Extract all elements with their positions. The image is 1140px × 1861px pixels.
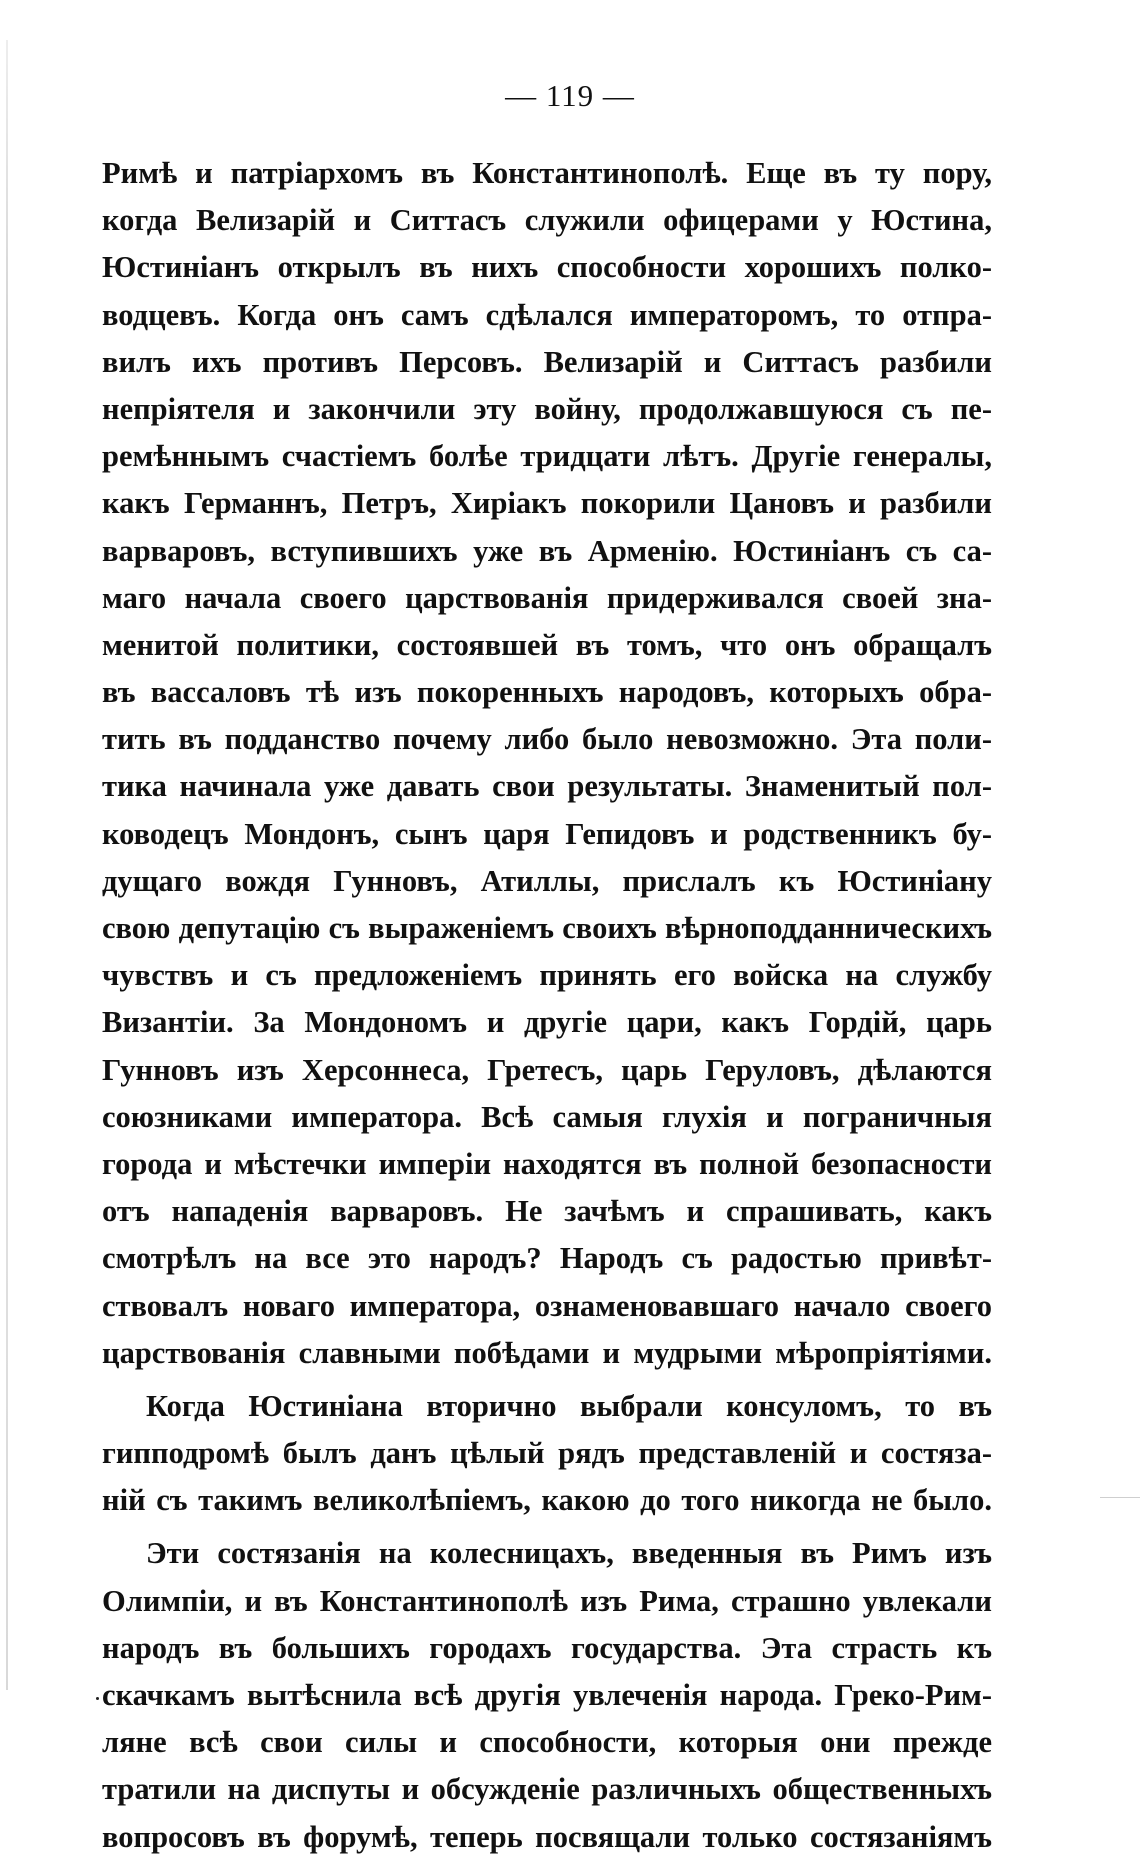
body-text xyxy=(102,150,992,1861)
text-line: варваровъ, вступившихъ уже въ Арменію. Юстиніанъ съ са- xyxy=(102,533,992,568)
text-line: маго начала своего царствованія придерживался своей зна- xyxy=(102,580,992,615)
paragraph xyxy=(102,1383,992,1525)
text-line: ствовалъ новаго императора, ознаменовавшаго начало своего xyxy=(102,1288,992,1323)
text-line: гипподромѣ былъ данъ цѣлый рядъ представленій и состяза- xyxy=(102,1436,992,1471)
text-line: менитой политики, состоявшей въ томъ, что онъ обращалъ xyxy=(102,627,992,662)
text-line: когда Велизарій и Ситтасъ служили офицерами у Юстина, xyxy=(102,203,992,238)
text-line: Олимпіи, и въ Константинополѣ изъ Рима, страшно увлекали xyxy=(102,1583,992,1618)
text-line: скачкамъ вытѣснила всѣ другія увлеченія народа. Греко-Рим- xyxy=(102,1678,992,1712)
text-line: свою депутацію съ выраженіемъ своихъ вѣрноподданническихъ xyxy=(102,911,992,945)
text-line: какъ Германнъ, Петръ, Хиріакъ покорили Цановъ и разбили xyxy=(102,486,992,521)
text-line: дущаго вождя Гунновъ, Атиллы, прислалъ къ Юстиніану xyxy=(102,863,992,898)
text-line: Римѣ и патріархомъ въ Константинополѣ. Еще въ ту пору, xyxy=(102,156,992,190)
text-line: Гунновъ изъ Херсоннеса, Гретесъ, царь Геруловъ, дѣлаются xyxy=(102,1052,992,1087)
text-line: чувствъ и съ предложеніемъ принять его войска на службу xyxy=(102,958,992,993)
text-line: ководецъ Мондонъ, сынъ царя Гепидовъ и родственникъ бу- xyxy=(102,816,992,851)
paragraph xyxy=(102,1530,992,1860)
text-line: ній съ такимъ великолѣпіемъ, какою до того никогда не было. xyxy=(102,1483,992,1518)
text-line: Эти состязанія на колесницахъ, введенныя въ Римъ изъ xyxy=(146,1536,992,1571)
text-line: вопросовъ въ форумѣ, теперь посвящали только состязаніямъ xyxy=(102,1819,992,1854)
text-line: народъ въ большихъ городахъ государства. Эта страсть къ xyxy=(102,1630,992,1665)
text-line: непріятеля и закончили эту войну, продолжавшуюся съ пе- xyxy=(102,391,992,426)
margin-speck xyxy=(96,1697,99,1700)
text-line: царствованія славными побѣдами и мудрыми мѣропріятіями. xyxy=(102,1335,992,1370)
text-line: тить въ подданство почему либо было невозможно. Эта поли- xyxy=(102,722,992,757)
paragraph xyxy=(102,150,992,1377)
margin-rule xyxy=(1100,1497,1140,1498)
text-line: смотрѣлъ на все это народъ? Народъ съ радостью привѣт- xyxy=(102,1241,992,1276)
text-line: въ вассаловъ тѣ изъ покоренныхъ народовъ, которыхъ обра- xyxy=(102,675,992,710)
text-line: Византіи. За Мондономъ и другіе цари, какъ Гордій, царь xyxy=(102,1005,992,1040)
text-line: города и мѣстечки имперіи находятся въ полной безопасности xyxy=(102,1146,992,1181)
scan-edge-shadow xyxy=(6,40,8,1690)
text-line: ремѣннымъ счастіемъ болѣе тридцати лѣтъ. Другіе генералы, xyxy=(102,439,992,474)
text-line: ляне всѣ свои силы и способности, которыя они прежде xyxy=(102,1725,992,1760)
page-number: — 119 — xyxy=(505,78,635,113)
text-line: Когда Юстиніана вторично выбрали консуломъ, то въ xyxy=(146,1388,992,1423)
text-line: водцевъ. Когда онъ самъ сдѣлался императоромъ, то отпра- xyxy=(102,297,992,332)
text-line: союзниками императора. Всѣ самыя глухія и пограничныя xyxy=(102,1099,992,1134)
text-line: вилъ ихъ противъ Персовъ. Велизарій и Ситтасъ разбили xyxy=(102,344,992,379)
text-line: тика начинала уже давать свои результаты. Знаменитый пол- xyxy=(102,769,992,804)
text-line: тратили на диспуты и обсужденіе различныхъ общественныхъ xyxy=(102,1772,992,1807)
text-line: отъ нападенія варваровъ. Не зачѣмъ и спрашивать, какъ xyxy=(102,1194,992,1229)
text-line: Юстиніанъ открылъ въ нихъ способности хорошихъ полко- xyxy=(102,250,992,285)
